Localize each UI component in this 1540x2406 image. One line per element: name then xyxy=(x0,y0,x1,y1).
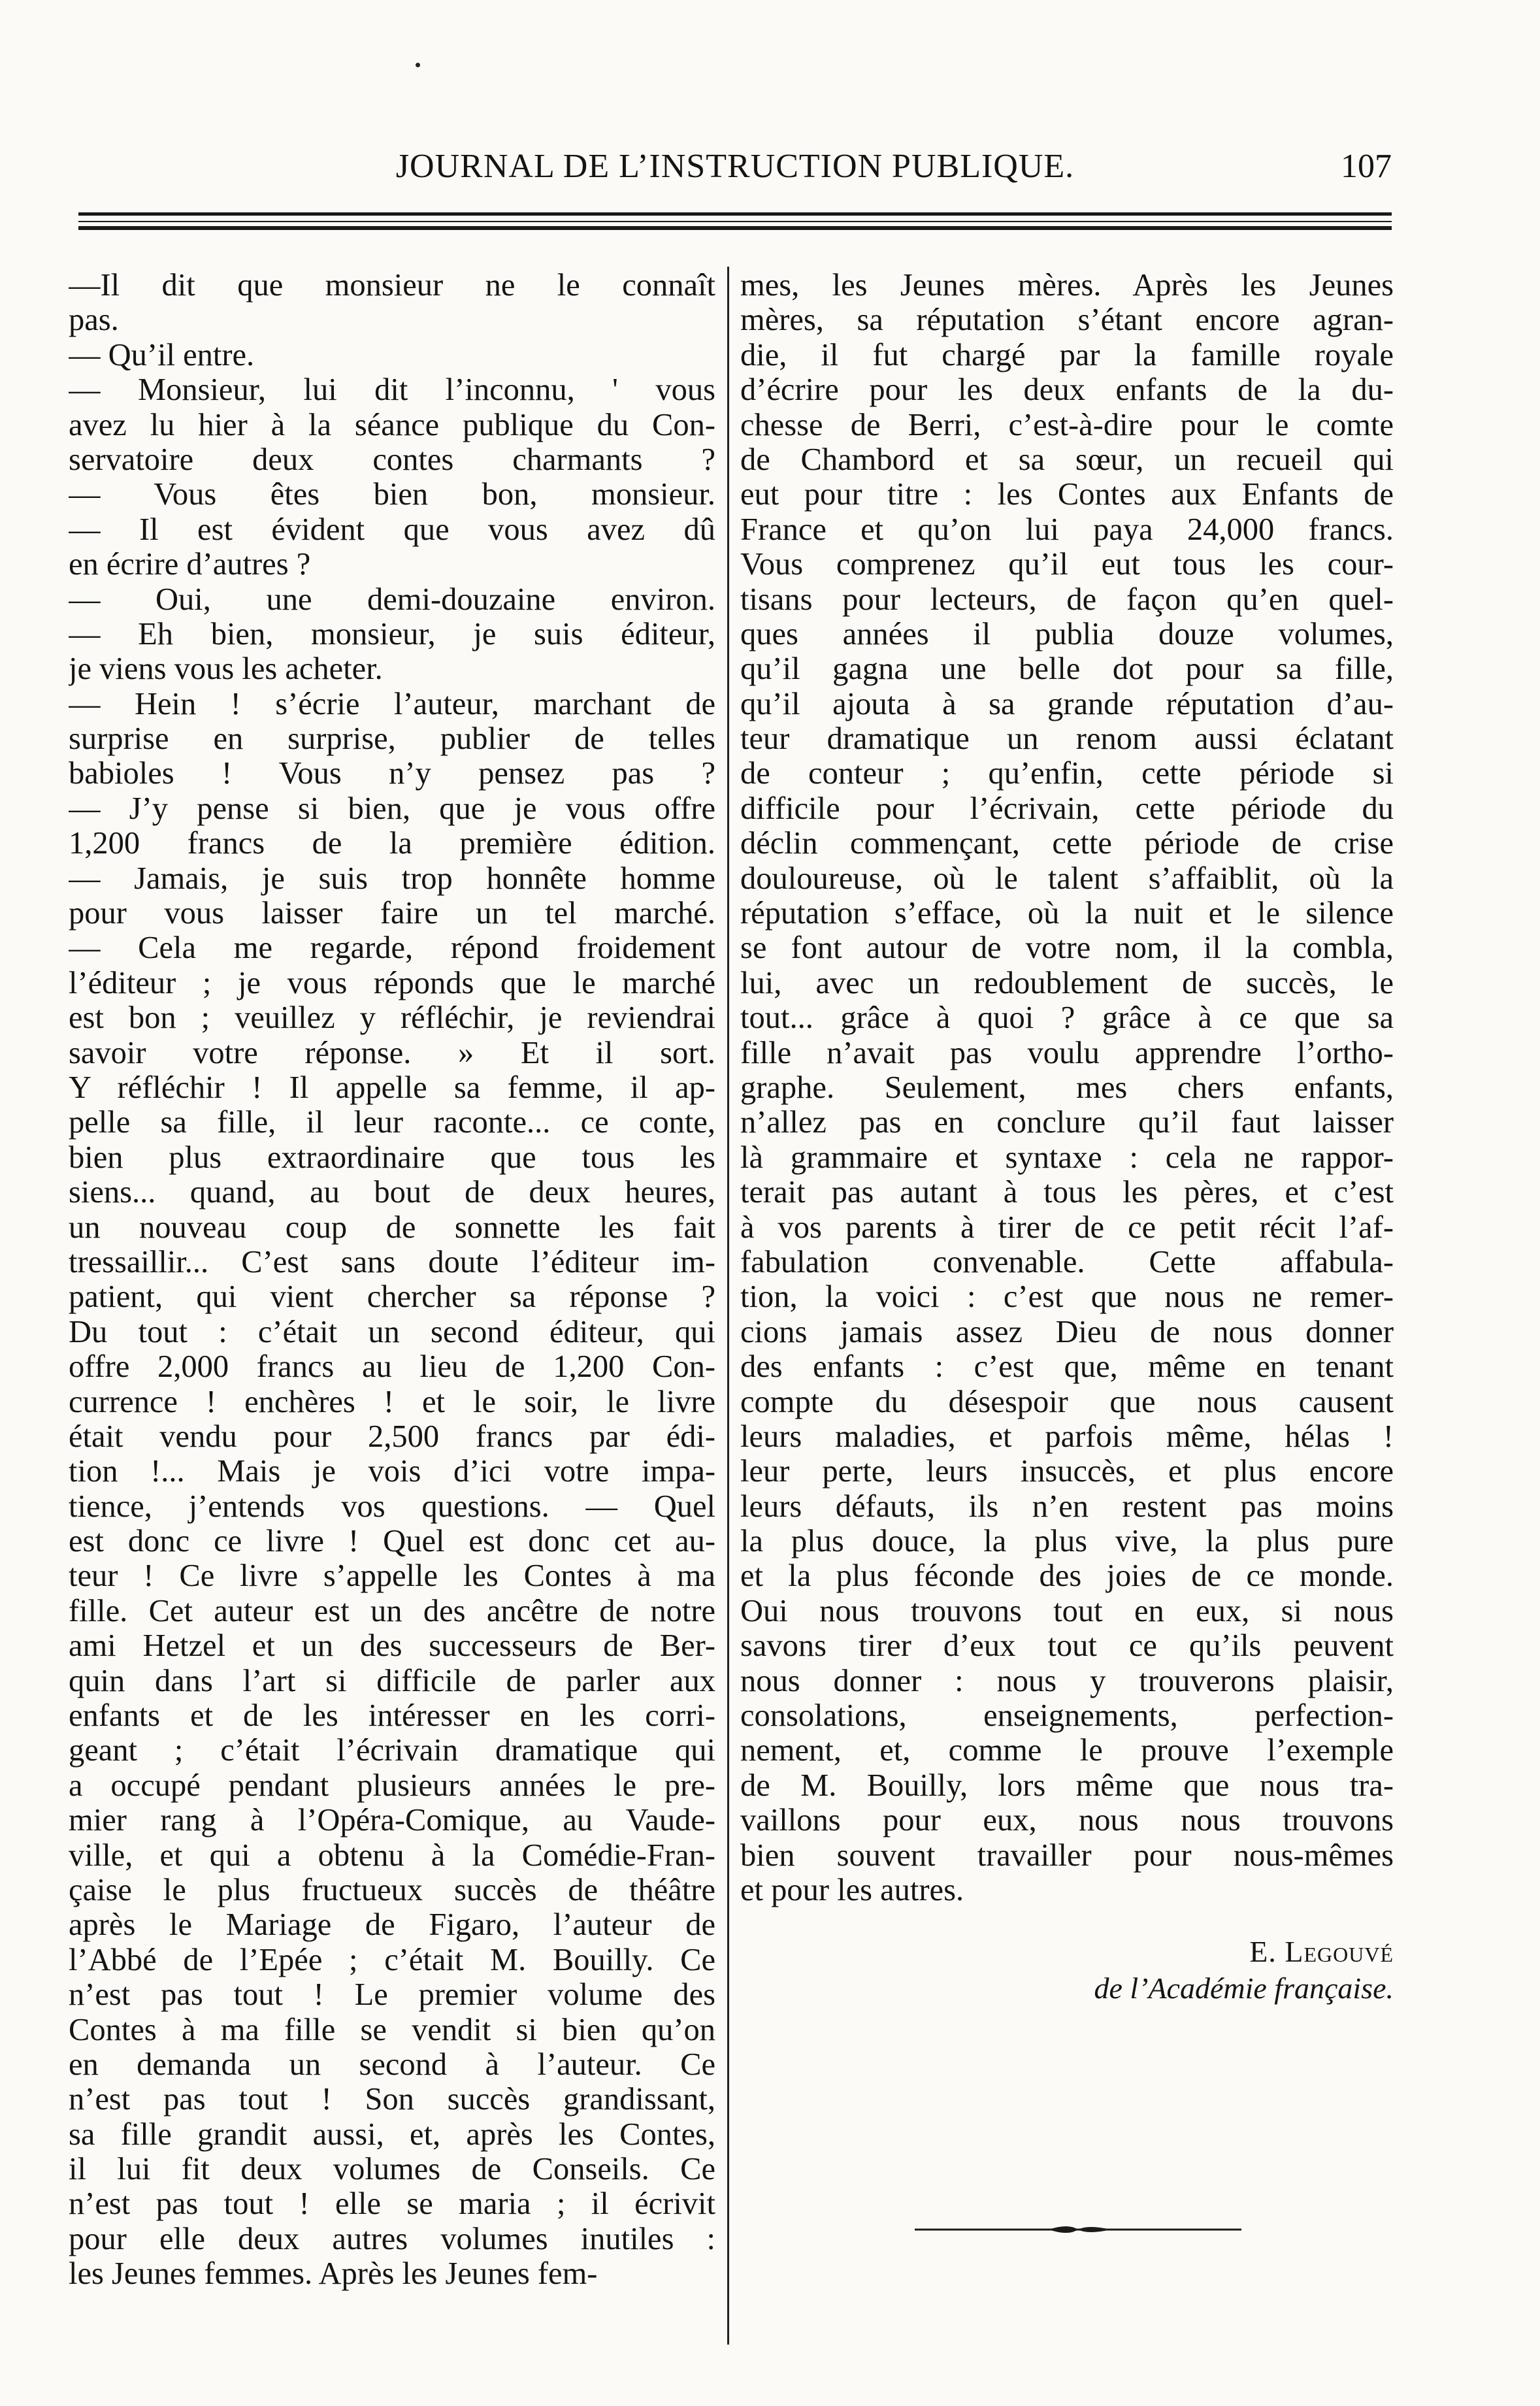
text-line: tience, j’entends vos questions. — Quel xyxy=(69,1489,715,1524)
text-line: pour vous laisser faire un tel marché. xyxy=(69,896,715,931)
text-line: — Monsieur, lui dit l’inconnu, ' vous xyxy=(69,372,715,408)
text-line: — Cela me regarde, répond froidement xyxy=(69,931,715,966)
text-line: die, il fut chargé par la famille royale xyxy=(740,337,1394,372)
text-line: douloureuse, où le talent s’affaiblit, où la xyxy=(740,861,1394,896)
text-line: déclin commençant, cette période de crise xyxy=(740,826,1394,861)
text-line: et pour les autres. xyxy=(740,1872,964,1907)
text-line: tisans pour lecteurs, de façon qu’en quel- xyxy=(740,582,1394,617)
text-line: mères, sa réputation s’étant encore agran- xyxy=(740,303,1394,338)
text-line: il lui fit deux volumes de Conseils. Ce xyxy=(69,2152,715,2187)
text-line: enfants et de les intéresser en les corri- xyxy=(69,1698,715,1734)
text-line: cions jamais assez Dieu de nous donner xyxy=(740,1314,1394,1349)
text-line: bien souvent travailler pour nous-mêmes xyxy=(740,1837,1394,1873)
text-line: est bon ; veuillez y réfléchir, je reviendrai xyxy=(69,1000,715,1036)
text-line: pelle sa fille, il leur raconte... ce conte, xyxy=(69,1105,715,1140)
text-line: compte du désespoir que nous causent xyxy=(740,1384,1394,1419)
text-line: Du tout : c’était un second éditeur, qui xyxy=(69,1314,715,1349)
text-line: ville, et qui a obtenu à la Comédie-Fran- xyxy=(69,1837,715,1873)
text-line: je viens vous les acheter. xyxy=(69,651,383,687)
text-line: chesse de Berri, c’est-à-dire pour le comte xyxy=(740,407,1394,442)
text-line: — Vous êtes bien bon, monsieur. xyxy=(69,477,715,512)
text-line: — Eh bien, monsieur, je suis éditeur, xyxy=(69,616,715,651)
text-line: sa fille grandit aussi, et, après les Contes, xyxy=(69,2117,715,2152)
text-line: fabulation convenable. Cette affabula- xyxy=(740,1244,1394,1279)
text-line: n’allez pas en conclure qu’il faut laisser xyxy=(740,1105,1394,1140)
text-line: un nouveau coup de sonnette les fait xyxy=(69,1210,715,1245)
text-line: savons tirer d’eux tout ce qu’ils peuvent xyxy=(740,1628,1394,1664)
running-title: JOURNAL DE L’INSTRUCTION PUBLIQUE. xyxy=(395,148,1075,185)
left-column xyxy=(69,268,715,2292)
text-line: 1,200 francs de la première édition. xyxy=(69,826,715,861)
text-line: Vous comprenez qu’il eut tous les cour- xyxy=(740,547,1394,582)
text-line: surprise en surprise, publier de telles xyxy=(69,721,715,757)
text-line: l’éditeur ; je vous réponds que le marché xyxy=(69,965,715,1000)
text-line: — Qu’il entre. xyxy=(69,337,255,372)
text-line: avez lu hier à la séance publique du Con- xyxy=(69,407,715,442)
text-line: qu’il gagna une belle dot pour sa fille, xyxy=(740,651,1394,687)
text-line: currence ! enchères ! et le soir, le livre xyxy=(69,1384,715,1419)
text-line: leurs défauts, ils n’en restent pas moins xyxy=(740,1489,1394,1524)
text-line: terait pas autant à tous les pères, et c’est xyxy=(740,1175,1394,1210)
text-line: et la plus féconde des joies de ce monde. xyxy=(740,1558,1394,1594)
text-line: tressaillir... C’est sans doute l’éditeur im- xyxy=(69,1244,715,1279)
text-line: fille. Cet auteur est un des ancêtre de notre xyxy=(69,1593,715,1628)
text-line: çaise le plus fructueux succès de théâtre xyxy=(69,1872,715,1907)
text-line: — Il est évident que vous avez dû xyxy=(69,512,715,547)
text-line: eut pour titre : les Contes aux Enfants de xyxy=(740,477,1394,512)
text-line: servatoire deux contes charmants ? xyxy=(69,442,715,477)
text-line: offre 2,000 francs au lieu de 1,200 Con- xyxy=(69,1349,715,1385)
text-line: savoir votre réponse. » Et il sort. xyxy=(69,1035,715,1070)
text-line: teur dramatique un renom aussi éclatant xyxy=(740,721,1394,757)
text-line: — Jamais, je suis trop honnête homme xyxy=(69,861,715,896)
text-line: France et qu’on lui paya 24,000 francs. xyxy=(740,512,1394,547)
text-line: Contes à ma fille se vendit si bien qu’on xyxy=(69,2012,715,2047)
text-line: nous donner : nous y trouverons plaisir, xyxy=(740,1663,1394,1698)
text-line: a occupé pendant plusieurs années le pre- xyxy=(69,1768,715,1803)
text-line: tion !... Mais je vois d’ici votre impa- xyxy=(69,1454,715,1489)
text-line: graphe. Seulement, mes chers enfants, xyxy=(740,1070,1394,1105)
page-number: 107 xyxy=(1341,148,1392,185)
text-line: tout... grâce à quoi ? grâce à ce que sa xyxy=(740,1000,1394,1036)
text-line: — Oui, une demi-douzaine environ. xyxy=(69,582,715,617)
ink-speck xyxy=(416,63,420,67)
ornamental-rule xyxy=(915,2222,1241,2237)
page-header xyxy=(78,147,1392,199)
text-line: difficile pour l’écrivain, cette période du xyxy=(740,791,1394,826)
text-line: n’est pas tout ! elle se maria ; il écrivit xyxy=(69,2186,715,2222)
text-line: ami Hetzel et un des successeurs de Ber- xyxy=(69,1628,715,1664)
text-line: teur ! Ce livre s’appelle les Contes à ma xyxy=(69,1558,715,1594)
text-line: nement, et, comme le prouve l’exemple xyxy=(740,1733,1394,1768)
text-line: l’Abbé de l’Epée ; c’était M. Bouilly. Ce xyxy=(69,1942,715,1977)
text-line: leurs maladies, et parfois même, hélas ! xyxy=(740,1419,1394,1454)
text-line: de M. Bouilly, lors même que nous tra- xyxy=(740,1768,1394,1803)
text-line: en écrire d’autres ? xyxy=(69,547,311,582)
text-line: de conteur ; qu’enfin, cette période si xyxy=(740,756,1394,791)
text-line: n’est pas tout ! Le premier volume des xyxy=(69,1977,715,2013)
text-line: mes, les Jeunes mères. Après les Jeunes xyxy=(740,268,1394,303)
text-line: pas. xyxy=(69,303,119,338)
text-line: les Jeunes femmes. Après les Jeunes fem- xyxy=(69,2256,598,2292)
text-line: de Chambord et sa sœur, un recueil qui xyxy=(740,442,1394,477)
text-line: qu’il ajouta à sa grande réputation d’au- xyxy=(740,686,1394,721)
text-line: fille n’avait pas voulu apprendre l’ortho- xyxy=(740,1035,1394,1070)
text-line: —Il dit que monsieur ne le connaît xyxy=(69,268,715,303)
text-line: se font autour de votre nom, il la combla, xyxy=(740,931,1394,966)
text-line: là grammaire et syntaxe : cela ne rappor- xyxy=(740,1140,1394,1175)
text-line: après le Mariage de Figaro, l’auteur de xyxy=(69,1907,715,1943)
author-signature: E. Legouvé xyxy=(1249,1935,1394,1968)
text-line: la plus douce, la plus vive, la plus pure xyxy=(740,1524,1394,1559)
author-affiliation: de l’Académie française. xyxy=(1094,1971,1394,2005)
header-rule-thin xyxy=(78,221,1392,222)
text-line: n’est pas tout ! Son succès grandissant, xyxy=(69,2082,715,2117)
header-rule-bottom xyxy=(78,226,1392,230)
header-rule-thick xyxy=(78,212,1392,216)
text-line: est donc ce livre ! Quel est donc cet au- xyxy=(69,1524,715,1559)
text-line: ques années il publia douze volumes, xyxy=(740,616,1394,651)
text-line: d’écrire pour les deux enfants de la du- xyxy=(740,372,1394,408)
text-line: patient, qui vient chercher sa réponse ? xyxy=(69,1279,715,1315)
text-line: babioles ! Vous n’y pensez pas ? xyxy=(69,756,715,791)
text-line: — J’y pense si bien, que je vous offre xyxy=(69,791,715,826)
text-line: vaillons pour eux, nous nous trouvons xyxy=(740,1803,1394,1838)
text-line: tion, la voici : c’est que nous ne remer- xyxy=(740,1279,1394,1315)
text-line: siens... quand, au bout de deux heures, xyxy=(69,1175,715,1210)
text-line: à vos parents à tirer de ce petit récit l’af- xyxy=(740,1210,1394,1245)
text-line: mier rang à l’Opéra-Comique, au Vaude- xyxy=(69,1803,715,1838)
text-line: en demanda un second à l’auteur. Ce xyxy=(69,2047,715,2082)
text-line: des enfants : c’est que, même en tenant xyxy=(740,1349,1394,1385)
text-line: Y réfléchir ! Il appelle sa femme, il ap- xyxy=(69,1070,715,1105)
right-column xyxy=(740,268,1394,1907)
text-line: lui, avec un redoublement de succès, le xyxy=(740,965,1394,1000)
text-line: pour elle deux autres volumes inutiles : xyxy=(69,2221,715,2256)
text-line: geant ; c’était l’écrivain dramatique qui xyxy=(69,1733,715,1768)
text-line: bien plus extraordinaire que tous les xyxy=(69,1140,715,1175)
text-line: — Hein ! s’écrie l’auteur, marchant de xyxy=(69,686,715,721)
text-line: était vendu pour 2,500 francs par édi- xyxy=(69,1419,715,1454)
text-line: consolations, enseignements, perfection- xyxy=(740,1698,1394,1734)
text-line: quin dans l’art si difficile de parler aux xyxy=(69,1663,715,1698)
text-line: leur perte, leurs insuccès, et plus encore xyxy=(740,1454,1394,1489)
text-line: réputation s’efface, où la nuit et le silence xyxy=(740,896,1394,931)
text-line: Oui nous trouvons tout en eux, si nous xyxy=(740,1593,1394,1628)
column-divider xyxy=(727,267,729,2345)
